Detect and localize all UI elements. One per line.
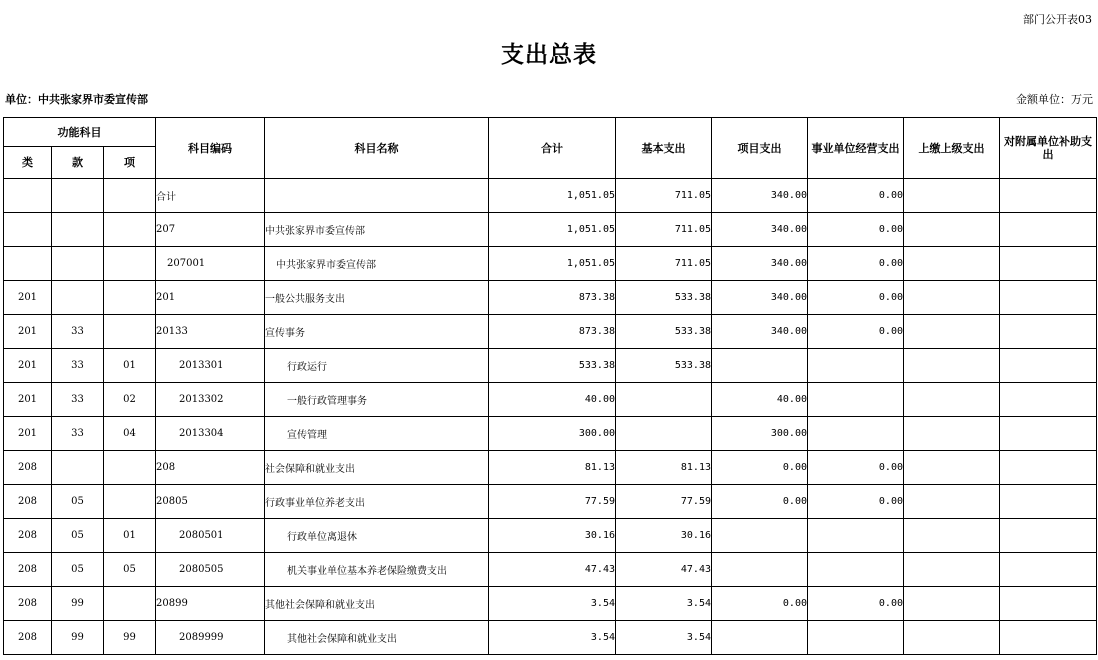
cell-code: 201: [156, 281, 265, 315]
cell-kuan: 05: [52, 553, 104, 587]
cell-name: 中共张家界市委宣传部: [265, 247, 489, 281]
cell-kuan: 99: [52, 587, 104, 621]
cell-xiang: 04: [104, 417, 156, 451]
table-row: [4, 349, 1097, 383]
cell-subsidy: [1000, 315, 1097, 349]
cell-business: 0.00: [808, 213, 904, 247]
cell-lei: [4, 179, 52, 213]
cell-lei: 208: [4, 485, 52, 519]
cell-name: 行政单位离退休: [265, 519, 489, 553]
header-basic: 基本支出: [616, 118, 712, 179]
cell-basic: 81.13: [616, 451, 712, 485]
cell-xiang: 01: [104, 519, 156, 553]
cell-total: 873.38: [489, 315, 616, 349]
cell-basic: 711.05: [616, 213, 712, 247]
cell-total: 1,051.05: [489, 179, 616, 213]
table-row: [4, 451, 1097, 485]
cell-business: [808, 417, 904, 451]
cell-subsidy: [1000, 621, 1097, 655]
cell-upper: [904, 383, 1000, 417]
cell-upper: [904, 587, 1000, 621]
cell-xiang: [104, 587, 156, 621]
table-row: [4, 519, 1097, 553]
cell-name: 中共张家界市委宣传部: [265, 213, 489, 247]
cell-upper: [904, 553, 1000, 587]
header-xiang: 项: [104, 147, 156, 179]
header-total: 合计: [489, 118, 616, 179]
cell-xiang: [104, 485, 156, 519]
cell-code: 2080501: [156, 519, 265, 553]
cell-upper: [904, 281, 1000, 315]
cell-business: [808, 621, 904, 655]
cell-business: 0.00: [808, 315, 904, 349]
cell-xiang: 01: [104, 349, 156, 383]
cell-lei: [4, 247, 52, 281]
cell-subsidy: [1000, 451, 1097, 485]
cell-basic: [616, 417, 712, 451]
cell-basic: 47.43: [616, 553, 712, 587]
cell-lei: 208: [4, 587, 52, 621]
cell-business: [808, 519, 904, 553]
cell-project: 340.00: [712, 179, 808, 213]
table-row: [4, 587, 1097, 621]
cell-total: 3.54: [489, 621, 616, 655]
cell-name: 行政运行: [265, 349, 489, 383]
cell-subsidy: [1000, 553, 1097, 587]
cell-total: 533.38: [489, 349, 616, 383]
table-row: [4, 247, 1097, 281]
header-function-group: 功能科目: [4, 118, 156, 147]
cell-total: 3.54: [489, 587, 616, 621]
cell-kuan: 33: [52, 349, 104, 383]
cell-business: 0.00: [808, 485, 904, 519]
cell-name: 行政事业单位养老支出: [265, 485, 489, 519]
cell-kuan: 33: [52, 315, 104, 349]
table-row: [4, 383, 1097, 417]
table-row: [4, 485, 1097, 519]
header-upper: 上缴上级支出: [904, 118, 1000, 179]
cell-name: 其他社会保障和就业支出: [265, 587, 489, 621]
cell-subsidy: [1000, 519, 1097, 553]
cell-upper: [904, 485, 1000, 519]
cell-lei: 201: [4, 417, 52, 451]
expenditure-table: [3, 117, 1097, 655]
cell-lei: 208: [4, 451, 52, 485]
cell-upper: [904, 179, 1000, 213]
cell-project: 340.00: [712, 247, 808, 281]
cell-subsidy: [1000, 417, 1097, 451]
cell-total: 81.13: [489, 451, 616, 485]
cell-project: 40.00: [712, 383, 808, 417]
cell-basic: 533.38: [616, 281, 712, 315]
header-name: 科目名称: [265, 118, 489, 179]
cell-name: 社会保障和就业支出: [265, 451, 489, 485]
cell-lei: 208: [4, 553, 52, 587]
cell-project: [712, 349, 808, 383]
cell-lei: 208: [4, 621, 52, 655]
cell-project: 340.00: [712, 315, 808, 349]
cell-lei: 201: [4, 349, 52, 383]
cell-name: 一般公共服务支出: [265, 281, 489, 315]
header-business: 事业单位经营支出: [808, 118, 904, 179]
cell-total: 40.00: [489, 383, 616, 417]
cell-code: 2013302: [156, 383, 265, 417]
cell-kuan: 05: [52, 485, 104, 519]
cell-code: 2013304: [156, 417, 265, 451]
cell-lei: 208: [4, 519, 52, 553]
cell-project: 340.00: [712, 281, 808, 315]
cell-kuan: [52, 213, 104, 247]
cell-project: 0.00: [712, 451, 808, 485]
cell-subsidy: [1000, 247, 1097, 281]
cell-name: 机关事业单位基本养老保险缴费支出: [265, 553, 489, 587]
cell-kuan: 33: [52, 383, 104, 417]
cell-upper: [904, 621, 1000, 655]
cell-xiang: 02: [104, 383, 156, 417]
table-row: [4, 417, 1097, 451]
cell-kuan: 05: [52, 519, 104, 553]
cell-lei: [4, 213, 52, 247]
cell-lei: 201: [4, 281, 52, 315]
cell-project: 340.00: [712, 213, 808, 247]
cell-project: 300.00: [712, 417, 808, 451]
cell-basic: 30.16: [616, 519, 712, 553]
cell-name: 一般行政管理事务: [265, 383, 489, 417]
cell-upper: [904, 519, 1000, 553]
table-row: [4, 621, 1097, 655]
cell-xiang: [104, 213, 156, 247]
cell-code: 207001: [156, 247, 265, 281]
cell-xiang: 05: [104, 553, 156, 587]
cell-project: [712, 553, 808, 587]
cell-upper: [904, 247, 1000, 281]
cell-business: [808, 349, 904, 383]
cell-basic: 3.54: [616, 621, 712, 655]
cell-subsidy: [1000, 587, 1097, 621]
cell-kuan: [52, 247, 104, 281]
cell-kuan: [52, 451, 104, 485]
cell-project: [712, 621, 808, 655]
cell-business: 0.00: [808, 281, 904, 315]
cell-basic: 77.59: [616, 485, 712, 519]
header-kuan: 款: [52, 147, 104, 179]
cell-kuan: 99: [52, 621, 104, 655]
header-lei: 类: [4, 147, 52, 179]
cell-code: 20899: [156, 587, 265, 621]
cell-business: 0.00: [808, 247, 904, 281]
cell-business: 0.00: [808, 587, 904, 621]
cell-code: 207: [156, 213, 265, 247]
cell-name: 其他社会保障和就业支出: [265, 621, 489, 655]
unit-label: 单位：中共张家界市委宣传部: [5, 93, 148, 106]
cell-code: 20133: [156, 315, 265, 349]
cell-code: 2089999: [156, 621, 265, 655]
cell-project: 0.00: [712, 485, 808, 519]
money-unit-label: 金额单位：万元: [1016, 93, 1093, 106]
cell-xiang: 99: [104, 621, 156, 655]
cell-upper: [904, 213, 1000, 247]
table-row: [4, 315, 1097, 349]
cell-total: 1,051.05: [489, 247, 616, 281]
cell-business: 0.00: [808, 179, 904, 213]
cell-basic: 711.05: [616, 179, 712, 213]
cell-xiang: [104, 451, 156, 485]
cell-subsidy: [1000, 281, 1097, 315]
page-title: 支出总表: [501, 41, 597, 68]
cell-total: 30.16: [489, 519, 616, 553]
cell-xiang: [104, 315, 156, 349]
cell-upper: [904, 315, 1000, 349]
table-number-label: 部门公开表03: [1023, 13, 1092, 26]
header-project: 项目支出: [712, 118, 808, 179]
cell-basic: 533.38: [616, 349, 712, 383]
cell-name: [265, 179, 489, 213]
cell-xiang: [104, 281, 156, 315]
cell-business: 0.00: [808, 451, 904, 485]
cell-subsidy: [1000, 349, 1097, 383]
cell-xiang: [104, 179, 156, 213]
cell-kuan: 33: [52, 417, 104, 451]
table-row: [4, 553, 1097, 587]
cell-lei: 201: [4, 383, 52, 417]
cell-total: 300.00: [489, 417, 616, 451]
cell-kuan: [52, 179, 104, 213]
cell-upper: [904, 451, 1000, 485]
cell-business: [808, 383, 904, 417]
cell-code: 2080505: [156, 553, 265, 587]
header-code: 科目编码: [156, 118, 265, 179]
cell-basic: 3.54: [616, 587, 712, 621]
header-subsidy: 对附属单位补助支出: [1000, 118, 1097, 179]
cell-name: 宣传管理: [265, 417, 489, 451]
cell-code: 合计: [156, 179, 265, 213]
cell-subsidy: [1000, 213, 1097, 247]
cell-business: [808, 553, 904, 587]
cell-basic: 711.05: [616, 247, 712, 281]
cell-project: [712, 519, 808, 553]
cell-upper: [904, 349, 1000, 383]
cell-total: 1,051.05: [489, 213, 616, 247]
cell-xiang: [104, 247, 156, 281]
cell-name: 宣传事务: [265, 315, 489, 349]
cell-project: 0.00: [712, 587, 808, 621]
cell-basic: [616, 383, 712, 417]
cell-upper: [904, 417, 1000, 451]
cell-total: 873.38: [489, 281, 616, 315]
cell-lei: 201: [4, 315, 52, 349]
cell-subsidy: [1000, 485, 1097, 519]
cell-subsidy: [1000, 179, 1097, 213]
cell-basic: 533.38: [616, 315, 712, 349]
cell-code: 208: [156, 451, 265, 485]
cell-kuan: [52, 281, 104, 315]
cell-code: 2013301: [156, 349, 265, 383]
cell-subsidy: [1000, 383, 1097, 417]
table-row: [4, 281, 1097, 315]
cell-total: 77.59: [489, 485, 616, 519]
cell-code: 20805: [156, 485, 265, 519]
cell-total: 47.43: [489, 553, 616, 587]
table-row: [4, 179, 1097, 213]
table-row: [4, 213, 1097, 247]
